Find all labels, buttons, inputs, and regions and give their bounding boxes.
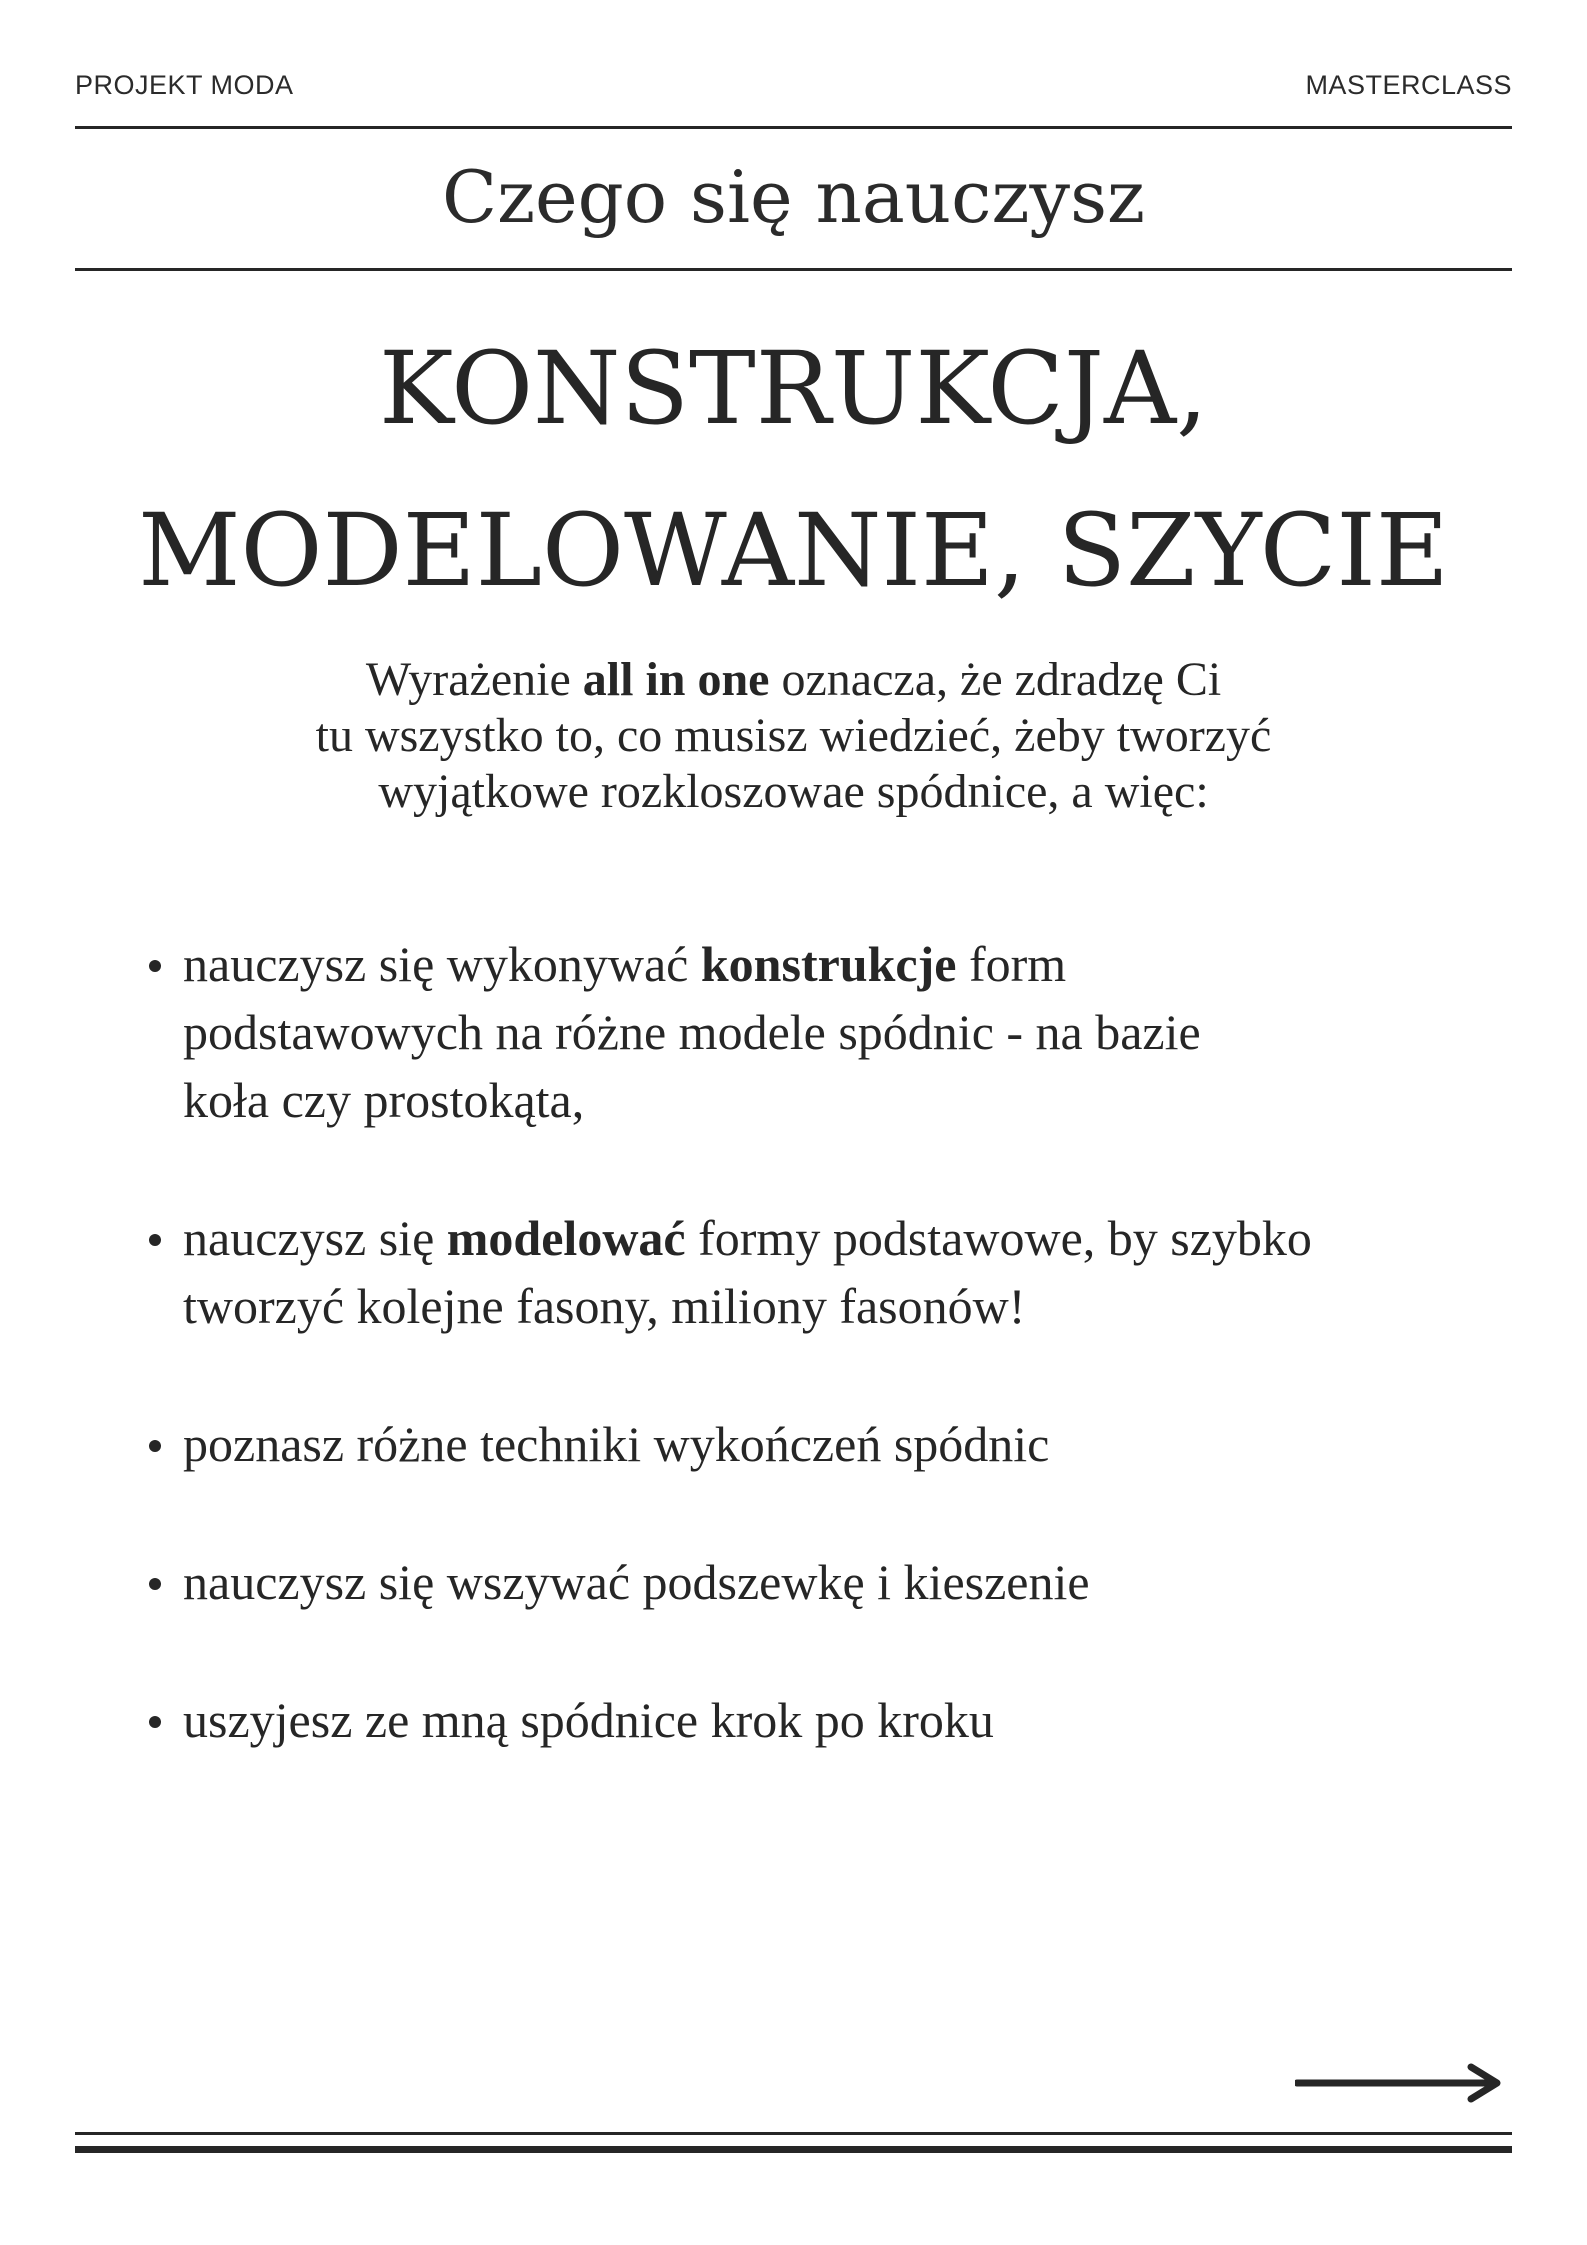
top-divider bbox=[75, 126, 1512, 129]
bullet-icon bbox=[149, 1578, 161, 1590]
masterclass-label: MASTERCLASS bbox=[1305, 70, 1512, 100]
intro-line-3: wyjątkowe rozkloszowae spódnice, a więc: bbox=[378, 765, 1209, 818]
headline-line-1: KONSTRUKCJA, bbox=[379, 330, 1208, 447]
intro-line-2: tu wszystko to, co musisz wiedzieć, żeby tworzyć bbox=[315, 709, 1272, 762]
headline-line-2: MODELOWANIE, SZYCIE bbox=[138, 492, 1449, 609]
list-item: nauczysz się modelować formy podstawowe, by szybko tworzyć kolejne fasony, miliony fasonów! bbox=[145, 1204, 1545, 1340]
subtitle-divider bbox=[75, 268, 1512, 271]
learning-list bbox=[145, 930, 1545, 1754]
bottom-divider-thin bbox=[75, 2132, 1512, 2135]
bullet-icon bbox=[149, 1234, 161, 1246]
intro-emphasis: all in one bbox=[582, 653, 770, 706]
bullet-icon bbox=[149, 960, 161, 972]
bullet-icon bbox=[149, 1440, 161, 1452]
list-item: uszyjesz ze mną spódnice krok po kroku bbox=[145, 1686, 1545, 1754]
arrow-right-icon[interactable] bbox=[1295, 2063, 1505, 2103]
intro-paragraph bbox=[0, 652, 1587, 820]
bullet-icon bbox=[149, 1716, 161, 1728]
list-item: nauczysz się wykonywać konstrukcje form podstawowych na różne modele spódnic - na bazie koła czy prostokąta, bbox=[145, 930, 1545, 1134]
bottom-divider-thick bbox=[75, 2146, 1512, 2153]
intro-line-1: Wyrażenie all in one oznacza, że zdradzę Ci bbox=[365, 653, 1222, 706]
list-item: poznasz różne techniki wykończeń spódnic bbox=[145, 1410, 1545, 1478]
list-item: nauczysz się wszywać podszewkę i kieszenie bbox=[145, 1548, 1545, 1616]
section-subtitle: Czego się nauczysz bbox=[442, 155, 1145, 239]
brand-label: PROJEKT MODA bbox=[75, 70, 294, 100]
